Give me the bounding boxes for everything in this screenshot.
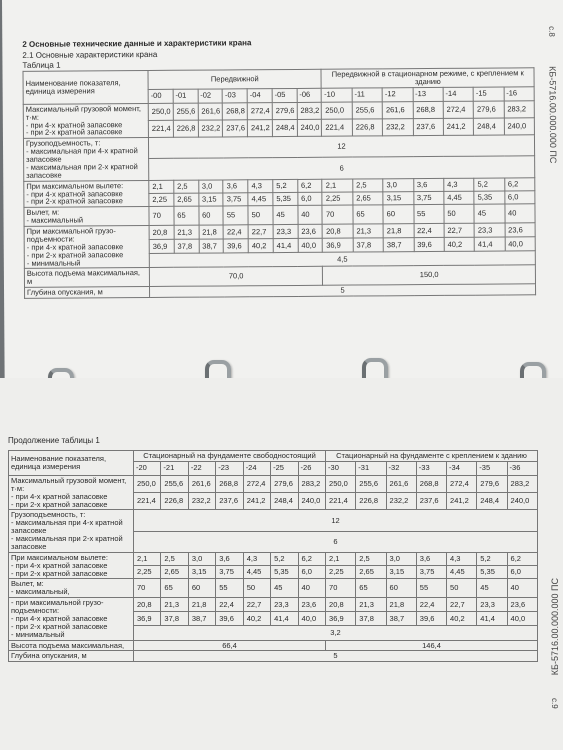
table-cell: 2,5 xyxy=(174,180,199,193)
table-cell: 5,35 xyxy=(474,191,504,205)
spec-table xyxy=(22,67,536,299)
table-cell: 50 xyxy=(444,204,474,223)
header-param: Наименование показателя, единица измерения xyxy=(9,451,134,476)
table-cell: 283,2 xyxy=(504,101,535,118)
table-cell: 23,3 xyxy=(273,224,298,238)
table-cell: 226,8 xyxy=(356,493,386,510)
top-page xyxy=(2,0,563,392)
table-cell: 250,0 xyxy=(326,475,356,492)
table-cell: 221,4 xyxy=(134,493,161,510)
column-header: -02 xyxy=(198,89,223,103)
column-header: -10 xyxy=(322,88,352,102)
table-cell: 41,4 xyxy=(273,239,298,253)
column-header: -12 xyxy=(382,87,412,101)
table-cell: 272,4 xyxy=(243,475,270,492)
group-header: Передвижной xyxy=(148,69,322,89)
row-label-line: При максимальном вылете: xyxy=(11,552,108,562)
table-cell: 36,9 xyxy=(326,612,356,626)
table-cell: 45 xyxy=(271,579,298,598)
table-cell: 2,65 xyxy=(174,193,199,206)
column-header: -25 xyxy=(271,461,298,475)
table-cell: 5 xyxy=(134,651,538,662)
row-label xyxy=(24,180,149,207)
table-cell: 41,4 xyxy=(474,237,504,251)
table-cell: 39,6 xyxy=(414,238,444,252)
page-number: с.8 xyxy=(547,26,557,37)
table-cell: 3,6 xyxy=(223,179,248,192)
table-cell: 5,2 xyxy=(271,552,298,565)
table-cell: 2,25 xyxy=(134,566,161,579)
table-cell: 2,65 xyxy=(353,192,383,206)
column-header: -35 xyxy=(477,461,507,475)
table-cell: 22,4 xyxy=(416,598,446,612)
table-cell: 21,8 xyxy=(188,598,215,612)
table-cell: 40,0 xyxy=(298,612,326,626)
table-cell: 3,6 xyxy=(216,552,243,565)
header-param: Наименование показателя, единица измерения xyxy=(23,70,148,104)
column-header: -20 xyxy=(134,461,161,475)
table-cell: 3,15 xyxy=(188,566,215,579)
table-cell: 12 xyxy=(134,510,538,531)
column-header: -26 xyxy=(298,461,326,475)
row-label xyxy=(23,138,148,181)
row-label-line: - при 4-х кратной запасовке xyxy=(26,241,124,252)
table-cell: 50 xyxy=(243,579,270,598)
table-cell: 20,8 xyxy=(323,224,353,238)
row-label-line: - при 2-х кратной запасовке xyxy=(26,196,123,207)
table-cell: 3,0 xyxy=(188,552,215,565)
table-cell: 55 xyxy=(416,579,446,598)
row-label xyxy=(9,598,134,640)
table-cell: 55 xyxy=(216,579,243,598)
table-cell: 268,8 xyxy=(413,101,443,118)
table-cell: 36,9 xyxy=(149,239,174,253)
table-cell: 40,2 xyxy=(447,612,477,626)
table-cell: 45 xyxy=(273,206,298,225)
table-cell: 41,4 xyxy=(477,612,507,626)
table-cell: 150,0 xyxy=(323,265,536,285)
table-cell: 40,0 xyxy=(505,237,536,251)
table-cell: 40 xyxy=(298,206,323,225)
row-label-line: - при 2-х кратной запасовке xyxy=(11,621,108,631)
table-cell: 23,6 xyxy=(298,598,326,612)
table-cell: 55 xyxy=(223,206,248,225)
row-label-line: - минимальный xyxy=(11,629,65,639)
table-cell: 40 xyxy=(507,579,537,598)
table-cell: 3,15 xyxy=(386,566,416,579)
table-cell: 2,25 xyxy=(326,566,356,579)
table-cell: 60 xyxy=(188,579,215,598)
table-cell: 261,6 xyxy=(386,475,416,492)
column-header: -04 xyxy=(247,88,272,102)
table-cell: 40,0 xyxy=(507,612,537,626)
table-cell: 232,2 xyxy=(188,493,215,510)
row-label-line: - максимальная при 4-х кратной запасовке xyxy=(26,146,138,164)
table-cell: 37,8 xyxy=(174,239,199,253)
row-label-line: - при 2-х кратной запасовке xyxy=(11,499,108,509)
table-cell: 4,3 xyxy=(444,178,474,192)
column-header: -00 xyxy=(148,89,173,103)
column-header: -01 xyxy=(173,89,198,103)
table-cell: 279,6 xyxy=(477,475,507,492)
table-cell: 5,35 xyxy=(477,566,507,579)
row-label-line: Грузоподъемность, т: xyxy=(11,510,86,520)
row-label xyxy=(9,552,134,579)
row-label xyxy=(9,579,134,598)
column-header: -32 xyxy=(386,461,416,475)
table-cell: 22,7 xyxy=(243,598,270,612)
column-header: -22 xyxy=(188,461,215,475)
table-cell: 268,8 xyxy=(223,103,248,120)
table-cell: 283,2 xyxy=(298,475,326,492)
table-cell: 237,6 xyxy=(223,120,248,137)
table-cell: 21,8 xyxy=(383,224,413,238)
table-cell: 5,35 xyxy=(271,566,298,579)
table-cell: 50 xyxy=(248,206,273,225)
table-cell: 38,7 xyxy=(386,612,416,626)
table-cell: 45 xyxy=(477,579,507,598)
row-label-line: Вылет, м: xyxy=(11,579,44,589)
row-label-line: - при максимальной грузо-подъемности: xyxy=(11,598,104,615)
table-cell: 6,0 xyxy=(504,191,535,205)
table-cell: 37,8 xyxy=(353,238,383,252)
table-cell: 55 xyxy=(413,205,443,224)
table-cell: 279,6 xyxy=(271,475,298,492)
table-cell: 3,15 xyxy=(383,192,413,206)
table-cell: 5 xyxy=(150,284,536,298)
row-label-line: - при 2-х кратной запасовке xyxy=(11,568,108,578)
column-header: -31 xyxy=(356,461,386,475)
table-cell: 250,0 xyxy=(322,102,352,119)
table-cell: 38,7 xyxy=(383,238,413,252)
column-header: -23 xyxy=(216,461,243,475)
row-label xyxy=(24,207,149,227)
table-cell: 2,5 xyxy=(161,552,188,565)
table-cell: 40 xyxy=(504,204,535,223)
table-caption: Таблица 1 xyxy=(22,60,61,70)
column-header: -36 xyxy=(507,461,537,475)
table-cell: 237,6 xyxy=(413,118,443,135)
table-cell: 248,4 xyxy=(474,118,504,135)
row-label-line: - при 2-х кратной запасовке xyxy=(25,127,123,138)
row-label xyxy=(24,225,149,268)
table-cell: 20,8 xyxy=(134,598,161,612)
table-cell: 12 xyxy=(148,135,534,159)
column-header: -13 xyxy=(413,87,443,101)
table-cell: 3,75 xyxy=(413,191,443,205)
table-cell: 36,9 xyxy=(134,612,161,626)
doc-code: КБ-5716.00.000.000 ПС xyxy=(547,66,559,164)
table-cell: 272,4 xyxy=(443,101,473,118)
table-cell: 4,45 xyxy=(444,191,474,205)
table-cell: 50 xyxy=(447,579,477,598)
table-cell: 23,6 xyxy=(507,598,537,612)
table-cell: 283,2 xyxy=(297,102,322,119)
table-cell: 66,4 xyxy=(134,640,326,651)
row-label-line: - при 4-х кратной запасовке xyxy=(11,613,108,623)
table-cell: 261,6 xyxy=(188,475,215,492)
subsection-title: 2.1 Основные характеристики крана xyxy=(22,49,158,60)
table-cell: 3,2 xyxy=(134,626,538,640)
table-cell: 4,45 xyxy=(447,566,477,579)
table-cell: 22,4 xyxy=(223,225,248,239)
table-cell: 2,1 xyxy=(322,179,352,193)
table-cell: 60 xyxy=(386,579,416,598)
column-header: -05 xyxy=(272,88,297,102)
table-cell: 255,6 xyxy=(161,475,188,492)
table-cell: 226,8 xyxy=(352,119,382,136)
row-label xyxy=(9,475,134,510)
table-cell: 2,25 xyxy=(322,192,352,206)
table-cell: 60 xyxy=(199,206,224,225)
table-cell: 6,2 xyxy=(507,552,537,565)
table-cell: 4,5 xyxy=(149,251,535,268)
row-label-line: - при 4-х кратной запасовке xyxy=(26,188,123,199)
table-cell: 22,7 xyxy=(447,598,477,612)
table-cell: 3,0 xyxy=(383,178,413,192)
table-cell: 21,3 xyxy=(356,598,386,612)
table-cell: 40,2 xyxy=(248,239,273,253)
table-cell: 70,0 xyxy=(149,267,323,287)
table-cell: 39,6 xyxy=(416,612,446,626)
table-cell: 2,1 xyxy=(149,180,174,193)
table-cell: 241,2 xyxy=(447,493,477,510)
row-label-line: При максимальном вылете: xyxy=(26,180,124,191)
table-cell: 4,3 xyxy=(447,552,477,565)
table-cell: 40,2 xyxy=(243,612,270,626)
column-header: -24 xyxy=(243,461,270,475)
column-header: -03 xyxy=(222,89,247,103)
table-cell: 146,4 xyxy=(326,640,538,651)
table-cell: 38,7 xyxy=(188,612,215,626)
table-cell: 6,0 xyxy=(298,192,323,205)
table-cell: 4,45 xyxy=(248,193,273,206)
table-cell: 2,65 xyxy=(356,566,386,579)
table-cell: 248,4 xyxy=(272,119,297,136)
table-cell: 255,6 xyxy=(356,475,386,492)
table-cell: 70 xyxy=(149,207,174,226)
row-label-line: Максимальный грузовой момент, т·м: xyxy=(11,475,127,493)
table-cell: 279,6 xyxy=(473,101,503,118)
row-label: Глубина опускания, м xyxy=(25,287,150,299)
table-cell: 23,3 xyxy=(474,223,504,237)
table-cell: 38,7 xyxy=(199,239,224,253)
table-cell: 5,2 xyxy=(474,178,504,192)
row-label-line: Вылет, м: xyxy=(26,207,60,218)
table-cell: 5,35 xyxy=(273,192,298,205)
table-cell: 5,2 xyxy=(273,179,298,192)
column-header: -11 xyxy=(352,88,382,102)
table-cell: 248,4 xyxy=(271,493,298,510)
table-cell: 40 xyxy=(298,579,326,598)
table-cell: 21,3 xyxy=(353,224,383,238)
table-cell: 255,6 xyxy=(352,102,382,119)
table-cell: 65 xyxy=(353,205,383,224)
table-cell: 261,6 xyxy=(382,101,412,118)
doc-code: КБ-5716.00.000.000 ПС xyxy=(550,578,560,676)
table-cell: 4,3 xyxy=(248,179,273,192)
table-cell: 45 xyxy=(474,204,504,223)
table-cell: 70 xyxy=(322,205,352,224)
table-cell: 2,1 xyxy=(134,552,161,565)
table-cell: 23,6 xyxy=(505,223,536,237)
table-cell: 240,0 xyxy=(507,493,537,510)
table-cell: 250,0 xyxy=(134,475,161,492)
table-cell: 65 xyxy=(174,206,199,225)
table-cell: 261,6 xyxy=(198,103,223,120)
table-cell: 240,0 xyxy=(297,119,322,136)
column-header: -21 xyxy=(161,461,188,475)
table-cell: 3,6 xyxy=(413,178,443,192)
table-cell: 21,3 xyxy=(161,598,188,612)
row-label-line: - максимальная при 2-х кратной запасовке xyxy=(26,161,138,180)
row-label-line: - при 4-х кратной запасовке xyxy=(25,119,123,130)
table-cell: 6,0 xyxy=(507,566,537,579)
column-header: -34 xyxy=(447,461,477,475)
row-label: Высота подъема максимальная, xyxy=(9,640,134,651)
row-label-line: - при 4-х кратной запасовке xyxy=(11,560,108,570)
table-cell: 4,3 xyxy=(243,552,270,565)
table-cell: 22,7 xyxy=(248,225,273,239)
section-title: 2 Основные технические данные и характеристики крана xyxy=(22,38,252,49)
table-cell: 70 xyxy=(134,579,161,598)
table-cell: 23,3 xyxy=(271,598,298,612)
table-cell: 20,8 xyxy=(326,598,356,612)
table-cell: 221,4 xyxy=(148,120,173,137)
table-cell: 22,7 xyxy=(444,223,474,237)
row-label-line: При максимальной грузо-подъемности: xyxy=(26,226,116,244)
table-cell: 5,2 xyxy=(477,552,507,565)
row-label-line: - максимальная при 2-х кратной запасовке xyxy=(11,534,123,551)
table-cell: 241,2 xyxy=(443,118,473,135)
table-cell: 221,4 xyxy=(322,119,352,136)
column-header: -16 xyxy=(504,87,535,101)
table-cell: 37,8 xyxy=(161,612,188,626)
row-label-line: - минимальный xyxy=(26,257,81,268)
group-header: Передвижной в стационарном режиме, с креплением к зданию xyxy=(321,68,534,88)
row-label-line: - максимальный, xyxy=(11,587,70,597)
table-cell: 272,4 xyxy=(447,475,477,492)
table-cell: 6,2 xyxy=(504,177,535,191)
table-cell: 232,2 xyxy=(386,493,416,510)
table-cell: 279,6 xyxy=(272,102,297,119)
table-cell: 221,4 xyxy=(326,493,356,510)
group-header: Стационарный на фундаменте с креплением к зданию xyxy=(326,451,538,462)
table-cell: 2,5 xyxy=(356,552,386,565)
table-cell: 241,2 xyxy=(243,493,270,510)
table-cell: 6,2 xyxy=(298,552,326,565)
table-cell: 65 xyxy=(161,579,188,598)
row-label-line: Максимальный грузовой момент, т·м: xyxy=(25,103,141,122)
table-cell: 250,0 xyxy=(148,103,173,120)
spec-table xyxy=(8,450,538,662)
table-cell: 240,0 xyxy=(298,493,326,510)
row-label-line: - при 4-х кратной запасовке xyxy=(11,491,108,501)
table-cell: 22,4 xyxy=(216,598,243,612)
table-cell: 3,75 xyxy=(216,566,243,579)
table-cell: 237,6 xyxy=(416,493,446,510)
table-cell: 2,25 xyxy=(149,193,174,206)
row-label-line: Грузоподъемность, т: xyxy=(25,138,101,149)
table-cell: 232,2 xyxy=(198,120,223,137)
page-number: с.9 xyxy=(550,698,559,709)
table-cell: 3,15 xyxy=(198,193,223,206)
table-cell: 3,6 xyxy=(416,552,446,565)
table-cell: 283,2 xyxy=(507,475,537,492)
table-cell: 39,6 xyxy=(224,239,249,253)
table-cell: 70 xyxy=(326,579,356,598)
table-cell: 226,8 xyxy=(161,493,188,510)
table-cell: 2,65 xyxy=(161,566,188,579)
table-cell: 248,4 xyxy=(477,493,507,510)
column-header: -15 xyxy=(473,87,503,101)
table-cell: 226,8 xyxy=(173,120,198,137)
table-cell: 23,3 xyxy=(477,598,507,612)
column-header: -30 xyxy=(326,461,356,475)
row-label xyxy=(9,510,134,552)
table-cell: 3,75 xyxy=(416,566,446,579)
row-label-line: - максимальный xyxy=(26,215,84,225)
table-cell: 37,8 xyxy=(356,612,386,626)
row-label: Глубина опускания, м xyxy=(9,651,134,662)
table-cell: 240,0 xyxy=(504,118,535,135)
table-cell: 268,8 xyxy=(416,475,446,492)
table-cell: 2,5 xyxy=(353,178,383,192)
table-cell: 21,8 xyxy=(199,225,224,239)
table-cell: 60 xyxy=(383,205,413,224)
table-cell: 21,8 xyxy=(386,598,416,612)
column-header: -06 xyxy=(297,88,322,102)
table-cell: 2,1 xyxy=(326,552,356,565)
bottom-page xyxy=(0,378,563,750)
column-header: -33 xyxy=(416,461,446,475)
row-label-line: - максимальная при 4-х кратной запасовке xyxy=(11,518,123,536)
row-label: Высота подъема максимальная, м xyxy=(24,268,149,288)
table-cell: 40,0 xyxy=(298,238,323,252)
table-cell: 6,0 xyxy=(298,566,326,579)
table-cell: 268,8 xyxy=(216,475,243,492)
row-label xyxy=(23,103,148,138)
table-caption: Продолжение таблицы 1 xyxy=(8,436,100,445)
table-cell: 22,4 xyxy=(414,223,444,237)
row-label-line: - при 2-х кратной запасовке xyxy=(26,249,124,260)
table-cell: 40,2 xyxy=(444,237,474,251)
table-cell: 6 xyxy=(149,156,535,180)
table-cell: 3,75 xyxy=(223,193,248,206)
table-cell: 36,9 xyxy=(323,238,353,252)
table-cell: 4,45 xyxy=(243,566,270,579)
table-cell: 3,0 xyxy=(198,180,223,193)
table-cell: 20,8 xyxy=(149,225,174,239)
column-header: -14 xyxy=(443,87,473,101)
group-header: Стационарный на фундаменте свободностоящий xyxy=(134,451,326,462)
table-cell: 6 xyxy=(134,531,538,552)
table-cell: 3,0 xyxy=(386,552,416,565)
table-cell: 21,3 xyxy=(174,225,199,239)
table-cell: 232,2 xyxy=(382,119,412,136)
table-cell: 272,4 xyxy=(247,102,272,119)
table-cell: 237,6 xyxy=(216,493,243,510)
table-cell: 23,6 xyxy=(298,224,323,238)
table-cell: 41,4 xyxy=(271,612,298,626)
table-cell: 6,2 xyxy=(297,179,322,192)
table-cell: 255,6 xyxy=(173,103,198,120)
table-cell: 241,2 xyxy=(247,120,272,137)
table-cell: 65 xyxy=(356,579,386,598)
table-cell: 39,6 xyxy=(216,612,243,626)
